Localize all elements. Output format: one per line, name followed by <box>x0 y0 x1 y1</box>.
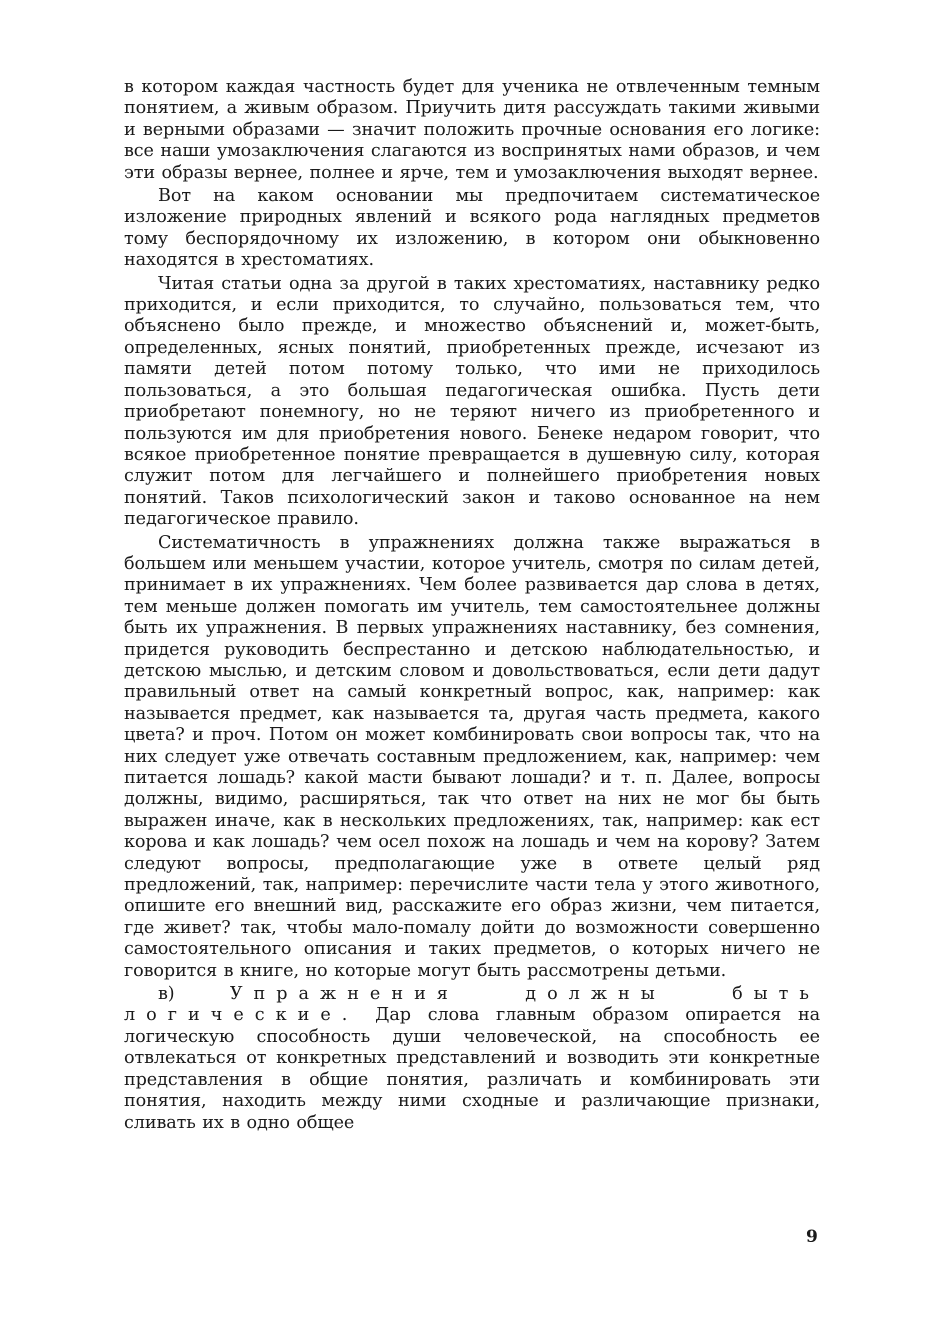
section-text: Дар слова главным образом опирается на логическую способность души человеческой, на способность ее отвлекаться от конкретных представлений и возводить эти конкретные представления в общие понятия, различать и комбинировать эти понятия, находить между ними сходные и различающие признаки, сливать их в одно общее <box>124 1005 820 1133</box>
section-logical-exercises <box>124 984 820 1134</box>
body-text <box>124 77 820 1134</box>
paragraph-systematic-exercises: Систематичность в упражнениях должна также выражаться в большем или меньшем участии, которое учитель, смотря по силам детей, принимает в их упражнениях. Чем более развивается дар слова в детях, тем меньше должен помогать им учитель, тем самостоятельнее должны быть их упражнения. В первых упражнениях наставнику, без сомнения, придется руководить беспрестанно и детскою наблюдательностью, и детскою мыслью, и детским словом и довольствоваться, если дети дадут правильный ответ на самый конкретный вопрос, как, например: как называется предмет, как называется та, другая часть предмета, какого цвета? и проч. Потом он может комбинировать свои вопросы так, что на них следует уже отвечать составным предложением, как, например: чем питается лошадь? какой масти бывают лошади? и т. п. Далее, вопросы должны, видимо, расширяться, так что ответ на них не мог бы быть выражен иначе, как в нескольких предложениях, так, например: как ест корова и как лошадь? чем осел похож на лошадь и чем на корову? Затем следуют вопросы, предполагающие уже в ответе целый ряд предложений, так, например: перечислите части тела у этого животного, опишите его внешний вид, расскажите его образ жизни, чем питается, где живет? так, чтобы мало-помалу дойти до возможности совершенно самостоятельного описания и таких предметов, о которых ничего не говорится в книге, но которые могут быть рассмотрены детьми. <box>124 532 820 981</box>
page-number: 9 <box>806 1227 818 1247</box>
paragraph-systematic-exposition: Вот на каком основании мы предпочитаем систематическое изложение природных явлений и всякого рода наглядных предметов тому беспорядочному их изложению, в котором они обыкновенно находятся в хрестоматиях. <box>124 186 820 271</box>
paragraph-continuation: в котором каждая частность будет для ученика не отвлеченным темным понятием, а живым образом. Приучить дитя рассуждать такими живыми и верными образами — значит положить прочные основания его логике: все наши умозаключения слагаются из воспринятых нами образов, и чем эти образы вернее, полнее и ярче, тем и умозаключения выходят вернее. <box>124 77 820 183</box>
paragraph-chrestomathies: Читая статьи одна за другой в таких хрестоматиях, наставнику редко приходится, и если приходится, то случайно, пользоваться тем, что объяснено было прежде, и множество объяснений и, может-быть, определенных, ясных понятий, приобретенных прежде, исчезают из памяти детей потом потому только, что ими не приходилось пользоваться, а это большая педагогическая ошибка. Пусть дети приобретают понемногу, но не теряют ничего из приобретенного и пользуются им для приобретения нового. Бенеке недаром говорит, что всякое приобретенное понятие превращается в душевную силу, которая служит потом для легчайшего и полнейшего приобретения новых понятий. Таков психологический закон и таково основанное на нем педагогическое правило. <box>124 273 820 530</box>
section-heading: Упражнения должны быть логические. <box>124 984 820 1026</box>
section-marker: в) <box>158 984 175 1005</box>
